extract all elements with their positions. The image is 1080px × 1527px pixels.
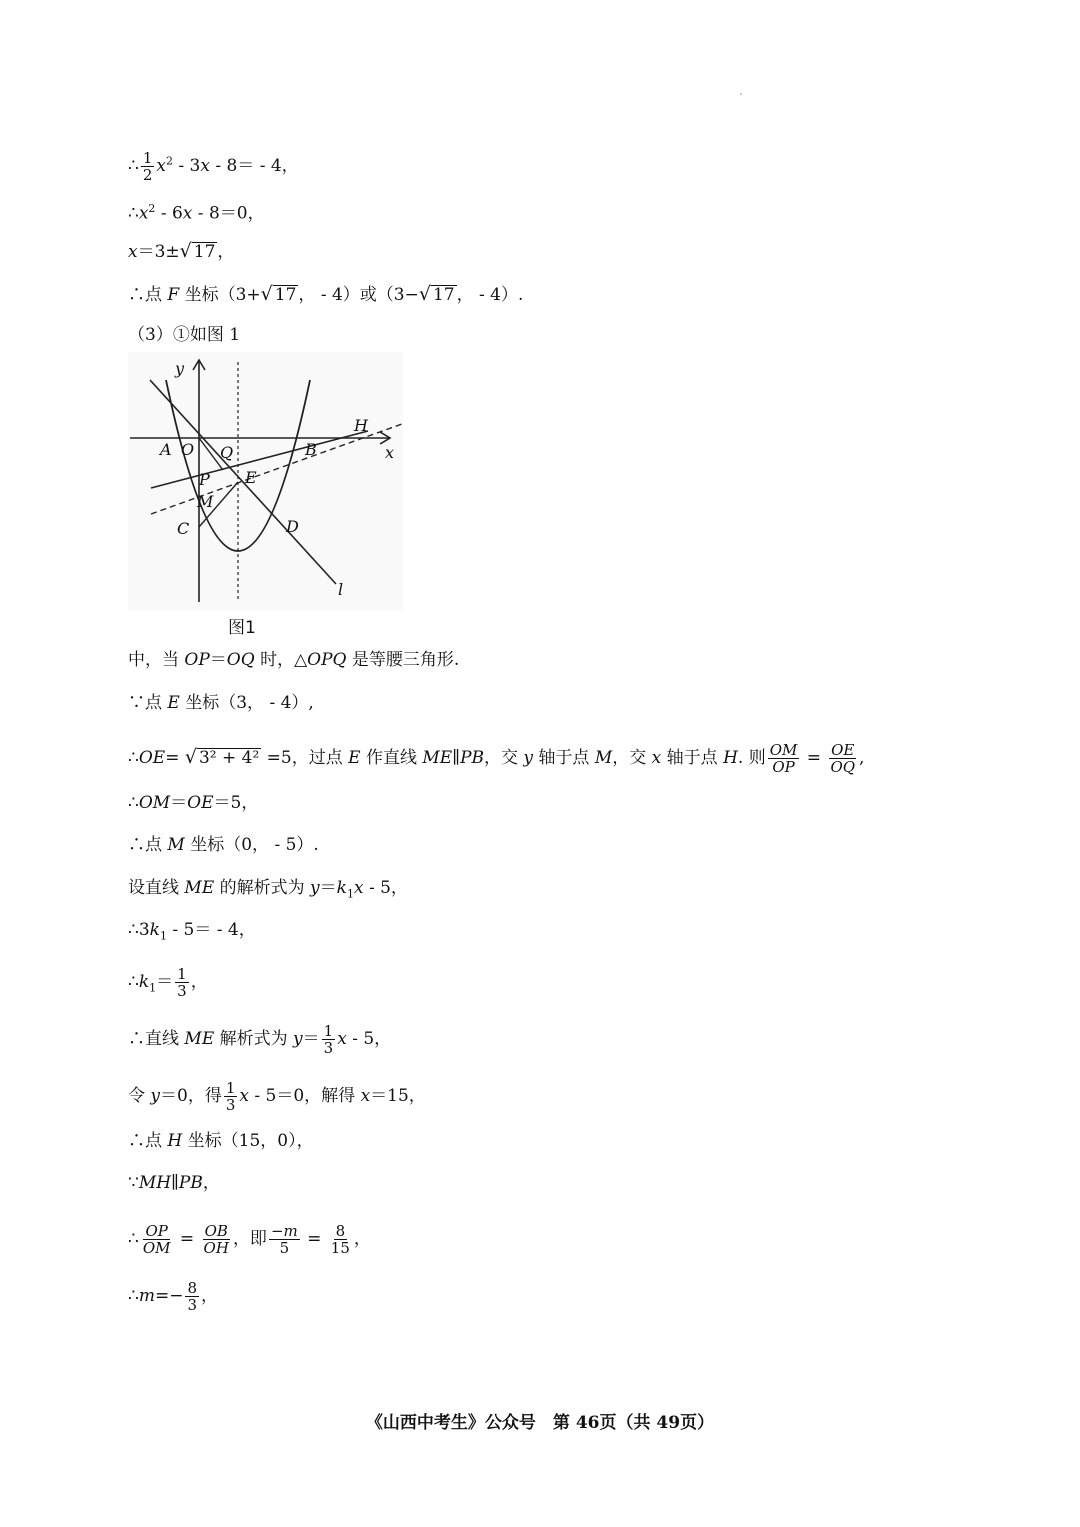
step-18: ∴ $\frac{OP}{OM}$ = $\frac{OB}{OH}$ ，即 $\frac{-m}{5}$ = $\frac{8}{15}$ ， (128, 1222, 371, 1257)
label-c: C (177, 519, 190, 538)
step-4: ∴点 F 坐标（3+√ 17 ， - 4）或（3−√ 17 ， - 4）. (128, 283, 524, 305)
label-x: x (385, 443, 395, 462)
figure-caption: 图1 (228, 618, 256, 638)
step-14: ∴直线 ME 解析式为 y＝ $\frac{1}{3}$ x - 5， (128, 1022, 392, 1057)
figure-background (128, 352, 403, 610)
step-12: $\therefore 3k_1 - 5= - 4$， (128, 920, 256, 943)
figure-1 (128, 352, 403, 610)
label-y: y (175, 359, 185, 378)
step-5: （3）①如图 1 (128, 325, 241, 345)
step-15: 令 y＝0，得 $\frac{1}{3}$ x - 5＝0，解得 x＝15， (128, 1079, 426, 1114)
label-l: l (338, 580, 344, 599)
speck (740, 93, 742, 95)
step-16: ∴点 H 坐标（15，0）， (128, 1131, 314, 1151)
step-10: ∴点 M 坐标（0， - 5）. (128, 835, 319, 855)
label-h: H (354, 416, 368, 435)
label-q: Q (220, 443, 234, 462)
step-6: 中，当 OP＝OQ 时，△OPQ 是等腰三角形. (128, 650, 460, 670)
step-1: ∴ $\frac{1}{2}$ $x^2 - 3x - 8= - 4$， (128, 149, 299, 184)
step-17: ∵MH∥PB， (128, 1173, 220, 1193)
label-a: A (160, 440, 172, 459)
label-b: B (305, 440, 317, 459)
label-d: D (286, 517, 299, 536)
step-11: 设直线 ME 的解析式为 $y=k_1x - 5$， (128, 878, 408, 901)
step-13: $\therefore k_1=$ $\frac{1}{3}$ ， (128, 965, 208, 1000)
fraction: $\frac{1}{2}$ (142, 149, 153, 184)
label-o: O (181, 440, 195, 459)
page-footer: 《山西中考生》公众号 第 46页（共 49页） (365, 1413, 715, 1433)
step-2: $\therefore x^2 - 6x - 8=0$， (128, 202, 265, 224)
step-19: ∴m=− $\frac{8}{3}$ ， (128, 1279, 218, 1314)
step-3: x＝3±√ 17 ， (128, 240, 235, 262)
label-e: E (245, 468, 257, 487)
step-7: ∵点 E 坐标（3， - 4）, (128, 693, 314, 713)
therefore: ∴ (128, 156, 139, 176)
step-8: ∴OE= √ 3² + 4² =5，过点 E 作直线 ME∥PB，交 y 轴于点 M，交 x 轴于点 H. 则 $\frac{OM}{OP}$ = $\frac{OE}{OQ}$ , (128, 741, 865, 776)
label-m: M (197, 492, 214, 511)
label-p: P (199, 470, 210, 489)
step-9: ∴OM＝OE＝5， (128, 793, 259, 813)
